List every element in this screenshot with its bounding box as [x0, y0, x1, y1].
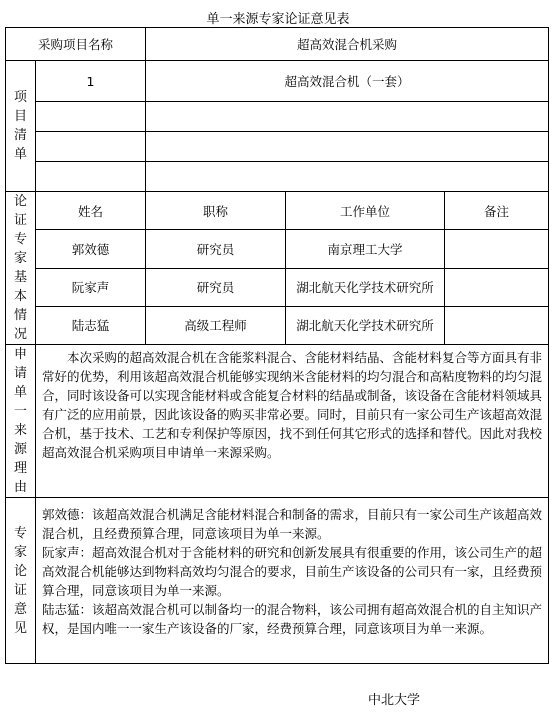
- expert-name: 陆志猛: [36, 306, 146, 344]
- item-row-empty: [6, 132, 549, 162]
- expert-unit: 南京理工大学: [286, 230, 445, 268]
- item-name: 超高效混合机（一套）: [146, 61, 549, 102]
- reason-row: [6, 345, 549, 498]
- expert-row: [6, 306, 549, 344]
- header-note: 备注: [445, 192, 549, 230]
- expert-note: [445, 230, 549, 268]
- project-name-label: 采购项目名称: [6, 28, 146, 61]
- expert-row: [6, 268, 549, 306]
- project-name-row: [6, 28, 549, 61]
- document-title: 单一来源专家论证意见表: [206, 12, 350, 27]
- expert-row: [6, 230, 549, 268]
- item-number: 1: [36, 61, 146, 102]
- expert-title: 研究员: [146, 268, 286, 306]
- reason-label: 申 请 单 一 来 源 理 由: [6, 345, 36, 498]
- expert-name: 郭效德: [36, 230, 146, 268]
- header-title: 职称: [146, 192, 286, 230]
- item-list-label: 项 目 清 单: [6, 61, 36, 192]
- opinion-text: 陆志猛：该超高效混合机可以制备均一的混合物料，该公司拥有超高效混合机的自主知识产权，是国内唯一一家生产该设备的厂家，经费预算合理，同意该项目为单一来源。: [42, 602, 543, 636]
- expert-note: [445, 268, 549, 306]
- item-row: [6, 61, 549, 102]
- project-name-value: 超高效混合机采购: [146, 28, 549, 61]
- expert-unit: 湖北航天化学技术研究所: [286, 268, 445, 306]
- opinion-text: 阮家声：超高效混合机对于含能材料的研究和创新发展具有很重要的作用，该公司生产的超高效混合机能够达到物料高效均匀混合的要求，目前生产该设备的公司只有一家，且经费预算合理，同意该项目为单一来源。: [42, 545, 543, 598]
- expert-name: 阮家声: [36, 268, 146, 306]
- expert-title: 高级工程师: [146, 306, 286, 344]
- header-name: 姓名: [36, 192, 146, 230]
- experts-label: 论 证 专 家 基 本 情 况: [6, 192, 36, 345]
- header-unit: 工作单位: [286, 192, 445, 230]
- expert-header-row: [6, 192, 549, 230]
- footer-institution: 中北大学: [368, 693, 421, 708]
- item-row-empty: [6, 102, 549, 132]
- opinion-row: [6, 498, 549, 664]
- opinion-text: 郭效德：该超高效混合机满足含能材料混合和制备的需求，目前只有一家公司生产该超高效混合机，且经费预算合理，同意该项目为单一来源。: [42, 507, 543, 541]
- opinion-label: 专 家 论 证 意 见: [6, 498, 36, 664]
- expert-title: 研究员: [146, 230, 286, 268]
- reason-text: 本次采购的超高效混合机在含能浆料混合、含能材料结晶、含能材料复合等方面具有非常好的优势，利用该超高效混合机能够实现纳米含能材料的均匀混合和高粘度物料的均匀混合，同时该设备可以实现含能材料或含能复合材料的结晶或制备，该设备在含能材料领域具有广泛的应用前景，因此该设备的购买非常必要。同时，目前只有一家公司生产该超高效混合机，基于技术、工艺和专利保护等原因，找不到任何其它形式的选择和替代。因此对我校超高效混合机采购项目申请单一来源采购。: [42, 350, 543, 460]
- expert-unit: 湖北航天化学技术研究所: [286, 306, 445, 344]
- opinion-cell: [36, 498, 549, 664]
- expert-note: [445, 306, 549, 344]
- item-row-empty: [6, 162, 549, 192]
- reason-cell: [36, 345, 549, 498]
- argument-form-table: [5, 27, 549, 664]
